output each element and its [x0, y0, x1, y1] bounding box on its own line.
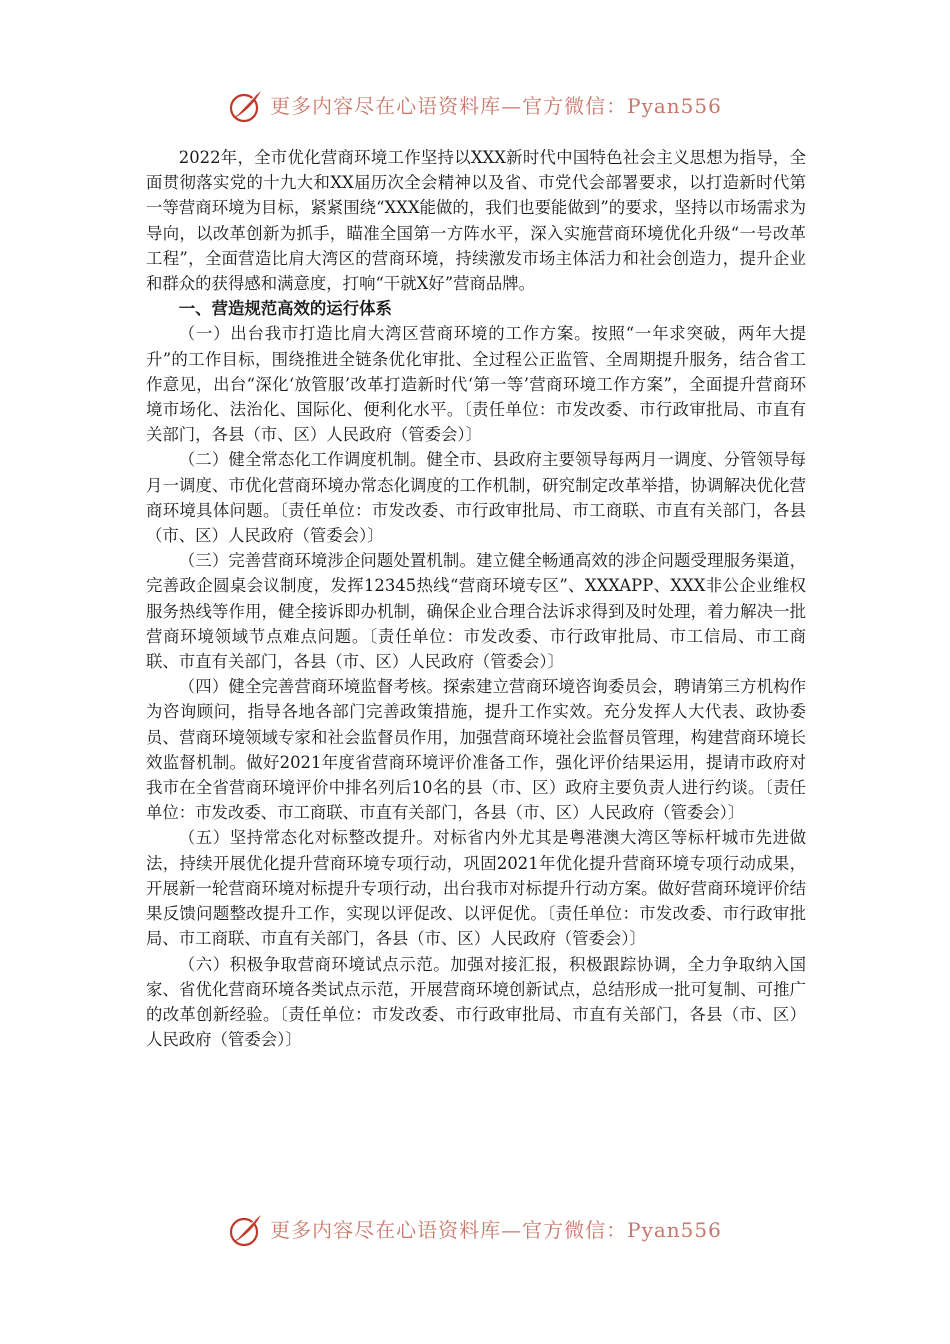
- quill-pen-logo-icon: [228, 1212, 264, 1248]
- section-heading: 一、营造规范高效的运行体系: [178, 299, 392, 319]
- list-item: （三）完善营商环境涉企问题处置机制。建立健全畅通高效的涉企问题受理服务渠道，完善政企圆桌会议制度，发挥12345热线“营商环境专区”、XXXAPP、XXX非公企业维权服务热线等作用，健全接诉即办机制，确保企业合理合法诉求得到及时处理，着力解决一批营商环境领域节点难点问题。〔责任单位：市发改委、市行政审批局、市工信局、市工商联、市直有关部门，各县（市、区）人民政府（管委会）〕: [146, 551, 806, 672]
- document-body: [146, 145, 806, 1052]
- list-item: （一）出台我市打造比肩大湾区营商环境的工作方案。按照“一年求突破，两年大提升”的工作目标，围绕推进全链条优化审批、全过程公正监管、全周期提升服务，结合省工作意见，出台“深化‘放管服’改革打造新时代‘第一等’营商环境工作方案”，全面提升营商环境市场化、法治化、国际化、便利化水平。〔责任单位：市发改委、市行政审批局、市直有关部门，各县（市、区）人民政府（管委会）〕: [146, 324, 806, 445]
- intro-paragraph: 2022年，全市优化营商环境工作坚持以XXX新时代中国特色社会主义思想为指导，全面贯彻落实党的十九大和XX届历次全会精神以及省、市党代会部署要求，以打造新时代第一等营商环境为目标，紧紧围绕“XXX能做的，我们也要能做到”的要求，坚持以市场需求为导向，以改革创新为抓手，瞄准全国第一方阵水平，深入实施营商环境优化升级“一号改革工程”，全面营造比肩大湾区的营商环境，持续激发市场主体活力和社会创造力，提升企业和群众的获得感和满意度，打响“干就X好”营商品牌。: [146, 148, 806, 294]
- list-item: （四）健全完善营商环境监督考核。探索建立营商环境咨询委员会，聘请第三方机构作为咨询顾问，指导各地各部门完善政策措施，提升工作实效。充分发挥人大代表、政协委员、营商环境领域专家和社会监督员作用，加强营商环境社会监督员管理，构建营商环境长效监督机制。做好2021年度省营商环境评价准备工作，强化评价结果运用，提请市政府对我市在全省营商环境评价中排名列后10名的县（市、区）政府主要负责人进行约谈。〔责任单位：市发改委、市工商联、市直有关部门，各县（市、区）人民政府（管委会）〕: [146, 677, 806, 823]
- header-banner: [0, 86, 950, 126]
- quill-pen-logo-icon: [228, 88, 264, 124]
- list-item: （六）积极争取营商环境试点示范。加强对接汇报，积极跟踪协调，全力争取纳入国家、省优化营商环境各类试点示范，开展营商环境创新试点，总结形成一批可复制、可推广的改革创新经验。〔责任单位：市发改委、市行政审批局、市直有关部门，各县（市、区）人民政府（管委会）〕: [146, 954, 806, 1050]
- footer-banner-text: 更多内容尽在心语资料库—官方微信：Pyan556: [270, 1218, 722, 1242]
- footer-banner: [0, 1210, 950, 1250]
- header-banner-text: 更多内容尽在心语资料库—官方微信：Pyan556: [270, 94, 722, 118]
- list-item: （五）坚持常态化对标整改提升。对标省内外尤其是粤港澳大湾区等标杆城市先进做法，持续开展优化提升营商环境专项行动，巩固2021年优化提升营商环境专项行动成果，开展新一轮营商环境对标提升专项行动，出台我市对标提升行动方案。做好营商环境评价结果反馈问题整改提升工作，实现以评促改、以评促优。〔责任单位：市发改委、市行政审批局、市工商联、市直有关部门，各县（市、区）人民政府（管委会）〕: [146, 828, 806, 949]
- list-item: （二）健全常态化工作调度机制。健全市、县政府主要领导每两月一调度、分管领导每月一调度、市优化营商环境办常态化调度的工作机制，研究制定改革举措，协调解决优化营商环境具体问题。〔责任单位：市发改委、市行政审批局、市工商联、市直有关部门，各县（市、区）人民政府（管委会）〕: [146, 450, 806, 546]
